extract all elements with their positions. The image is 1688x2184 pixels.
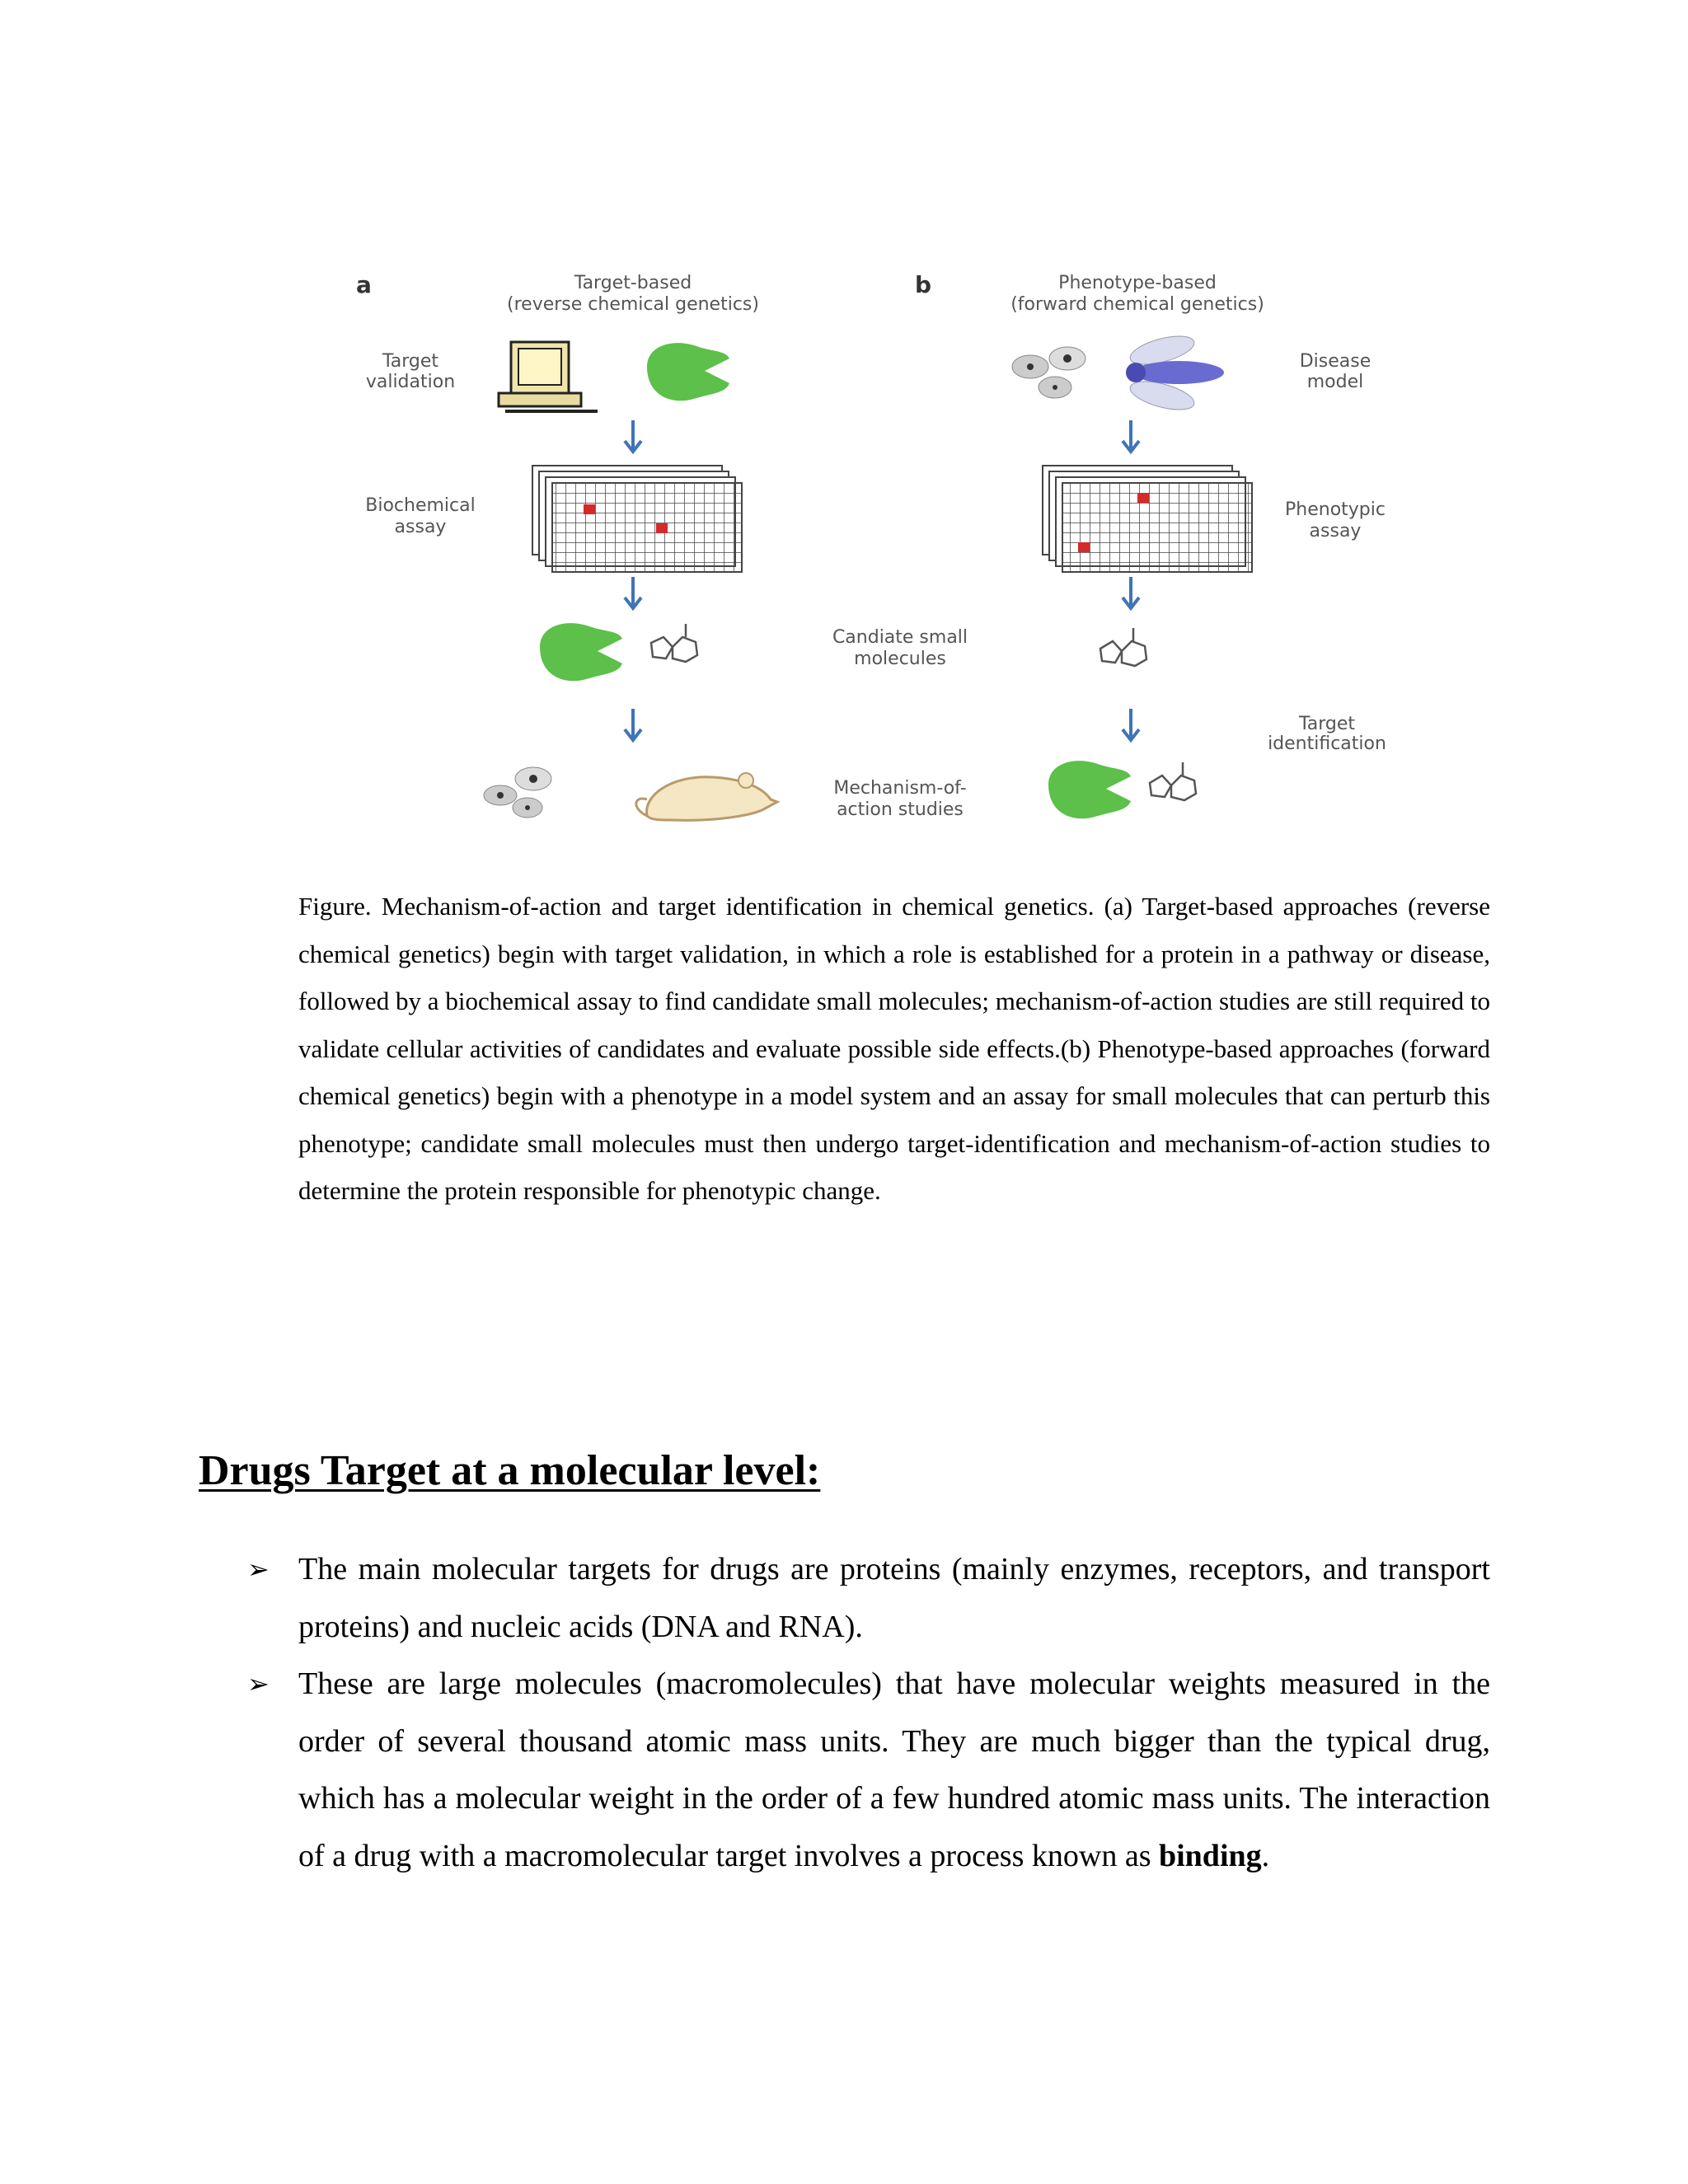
bullet-end: . [1261,1838,1270,1873]
panel-a-title-2: (reverse chemical genetics) [507,294,759,315]
arrow-b3 [1123,709,1139,740]
arrowhead-bullet-icon: ➢ [247,1668,270,1699]
panel-a-letter: a [356,271,372,298]
protein-target-icon [647,343,729,401]
chemical-genetics-figure [338,255,1418,841]
label-target-id-1: Target [1298,714,1356,734]
list-item [247,1541,1490,1656]
label-mechanism-2: action studies [837,799,964,820]
label-target-id-2: identification [1268,733,1386,754]
label-phenotypic-1: Phenotypic [1285,499,1386,520]
bold-term: binding [1158,1838,1262,1873]
label-target-validation-1: Target [382,351,439,372]
arrow-b1 [1123,420,1139,452]
list-item [247,1656,1490,1885]
computer-icon [499,342,598,411]
bullet-text: The main molecular targets for drugs are proteins (mainly enzymes, receptors, and transport proteins) and nucleic acids (DNA and RNA). [298,1552,1490,1644]
cells-icon-a [484,767,551,818]
section-heading: Drugs Target at a molecular level: [199,1447,821,1494]
molecule-b [1100,628,1146,666]
figure-caption: Figure. Mechanism-of-action and target identification in chemical genetics. (a) Target-based approaches (reverse chemical genetics) begin with target validation, in which a role is established for a protein in a pathway or disease, followed by a biochemical assay to find candidate small molecules; mechanism-of-action studies are still required to validate cellular activities of candidates and evaluate possible side effects.(b) Phenotype-based approaches (forward chemical genetics) begin with a phenotype in a model system and an assay for small molecules that can perturb this phenotype; candidate small molecules must then undergo target-identification and mechanism-of-action studies to determine the protein responsible for phenotypic change. [298,892,1490,1205]
label-disease-1: Disease [1299,351,1372,372]
assay-plate-b [1043,466,1252,572]
label-biochemical-1: Biochemical [365,495,476,516]
molecule-a [651,624,697,662]
protein-bound-a [540,623,622,681]
label-candidate-1: Candiate small [832,627,968,648]
label-disease-2: model [1306,372,1364,392]
mouse-icon [636,773,777,820]
label-mechanism-1: Mechanism-of- [833,778,967,799]
cells-icon [1012,347,1085,398]
panel-b-letter: b [915,271,932,298]
label-phenotypic-2: assay [1309,521,1362,541]
panel-b-title-1: Phenotype-based [1058,273,1217,293]
figure-drawing [338,255,1418,841]
arrow-a3 [625,709,641,740]
assay-plate-a [532,466,742,572]
arrow-a1 [625,420,641,452]
label-biochemical-2: assay [394,517,447,537]
label-target-validation-2: validation [365,372,456,392]
panel-a-title-1: Target-based [574,273,692,293]
label-candidate-2: molecules [854,649,946,669]
arrowhead-bullet-icon: ➢ [247,1554,270,1585]
bullet-text: These are large molecules (macromolecules) that have molecular weights measured in the order of several thousand atomic mass units. They are much bigger than the typical drug, which has a molecular weight in the order of a few hundred atomic mass units. The interaction of a drug with a macromolecular target involves a process known as [298,1666,1490,1873]
panel-b-title-2: (forward chemical genetics) [1010,294,1264,315]
arrow-a2 [625,577,641,608]
protein-bound-b [1048,761,1131,818]
bullet-list [247,1541,1490,1885]
arrow-b2 [1123,577,1139,608]
molecule-c [1150,762,1196,800]
fly-icon [1126,330,1224,415]
